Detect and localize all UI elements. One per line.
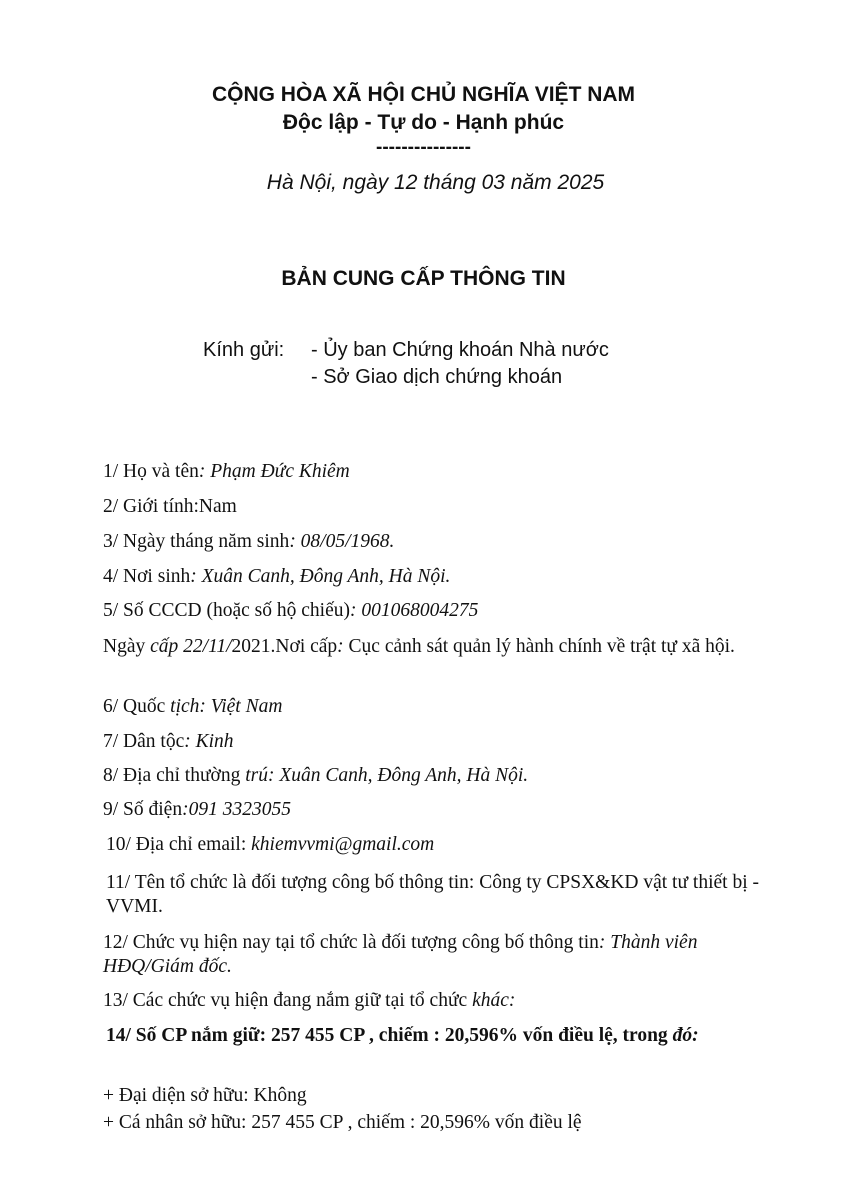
nationality-value: tịch: Việt Nam [170, 696, 283, 717]
item-organization [106, 871, 786, 919]
full-name-value: : Phạm Đức Khiêm [198, 461, 350, 482]
nation-heading: CỘNG HÒA XÃ HỘI CHỦ NGHĨA VIỆT NAM [211, 83, 636, 106]
shares-held-main: 14/ Số CP nắm giữ: 257 455 CP , chiếm : 20,596% vốn điều lệ, trong [106, 1025, 673, 1046]
address-value: trú: Xuân Canh, Đông Anh, Hà Nội. [245, 765, 529, 786]
birth-place-label: 4/ Nơi sinh [103, 566, 191, 587]
id-number-label: 5/ Số CCCD (hoặc số hộ chiếu) [103, 600, 350, 621]
individual-ownership-value: : 257 455 CP , chiếm : 20,596% vốn điều lệ [241, 1112, 582, 1133]
phone-label: 9/ Số điện [103, 799, 183, 820]
organization-label: 11/ Tên tổ chức là đối tượng công bố thông tin [106, 872, 469, 893]
item-individual-ownership [103, 1112, 582, 1134]
item-nationality [103, 696, 282, 718]
issue-p4: : [337, 636, 344, 657]
other-positions-label: 13/ Các chức vụ hiện đang nắm giữ tại tổ chức [103, 990, 473, 1011]
recipients-label: Kính gửi: [203, 339, 285, 361]
place-date: Hà Nội, ngày 12 tháng 03 năm 2025 [266, 171, 605, 194]
item-ethnicity [103, 731, 234, 753]
ethnicity-value: : Kinh [184, 731, 234, 752]
header-divider: --------------- [376, 137, 471, 158]
issue-p1: Ngày [103, 636, 151, 657]
item-birth-date [103, 531, 394, 553]
issue-p2: cấp 22/11/ [150, 636, 232, 657]
birth-place-value: : Xuân Canh, Đông Anh, Hà Nội. [190, 566, 451, 587]
organization-value: : Công ty CPSX&KD vật tư thiết bị - VVMI. [106, 872, 759, 917]
current-position-label: 12/ Chức vụ hiện nay tại tổ chức là đối tượng công bố thông tin [103, 932, 599, 953]
item-gender [103, 496, 237, 518]
document-title: BẢN CUNG CẤP THÔNG TIN [281, 267, 566, 290]
email-label: 10/ Địa chỉ email: [106, 834, 252, 855]
current-position-value: : Thành viên HĐQ/Giám đốc. [103, 932, 698, 977]
item-full-name [103, 461, 350, 483]
item-representative-ownership [103, 1085, 307, 1107]
item-id-issue [103, 635, 783, 659]
recipient-ssc: - Ủy ban Chứng khoán Nhà nước [311, 339, 609, 361]
item-birth-place [103, 566, 450, 588]
item-address [103, 765, 528, 787]
motto: Độc lập - Tự do - Hạnh phúc [282, 111, 565, 134]
individual-ownership-label: + Cá nhân sở hữu [103, 1112, 242, 1133]
id-number-value: : 001068004275 [349, 600, 479, 621]
address-label: 8/ Địa chỉ thường [103, 765, 246, 786]
email-value: khiemvvmi@gmail.com [251, 834, 435, 855]
full-name-label: 1/ Họ và tên [103, 461, 199, 482]
item-current-position [103, 931, 783, 979]
representative-ownership-label: + Đại diện sở hữu: Không [103, 1085, 307, 1106]
item-shares-held [106, 1024, 786, 1048]
birth-date-value: : 08/05/1968. [289, 531, 395, 552]
issue-p3: 2021.Nơi cấp [231, 636, 338, 657]
phone-value: :091 3323055 [182, 799, 291, 820]
other-positions-value: khác: [472, 990, 516, 1011]
nationality-label: 6/ Quốc [103, 696, 171, 717]
item-other-positions [103, 990, 515, 1012]
ethnicity-label: 7/ Dân tộc [103, 731, 185, 752]
gender-label: 2/ Giới tính:Nam [103, 496, 237, 517]
shares-held-tail: đó: [672, 1025, 699, 1046]
item-id-number [103, 600, 478, 622]
issue-p5: Cục cảnh sát quản lý hành chính về trật tự xã hội. [343, 636, 735, 657]
birth-date-label: 3/ Ngày tháng năm sinh [103, 531, 290, 552]
item-email [106, 834, 434, 856]
item-phone [103, 799, 291, 821]
recipient-exchange: - Sở Giao dịch chứng khoán [311, 366, 563, 388]
